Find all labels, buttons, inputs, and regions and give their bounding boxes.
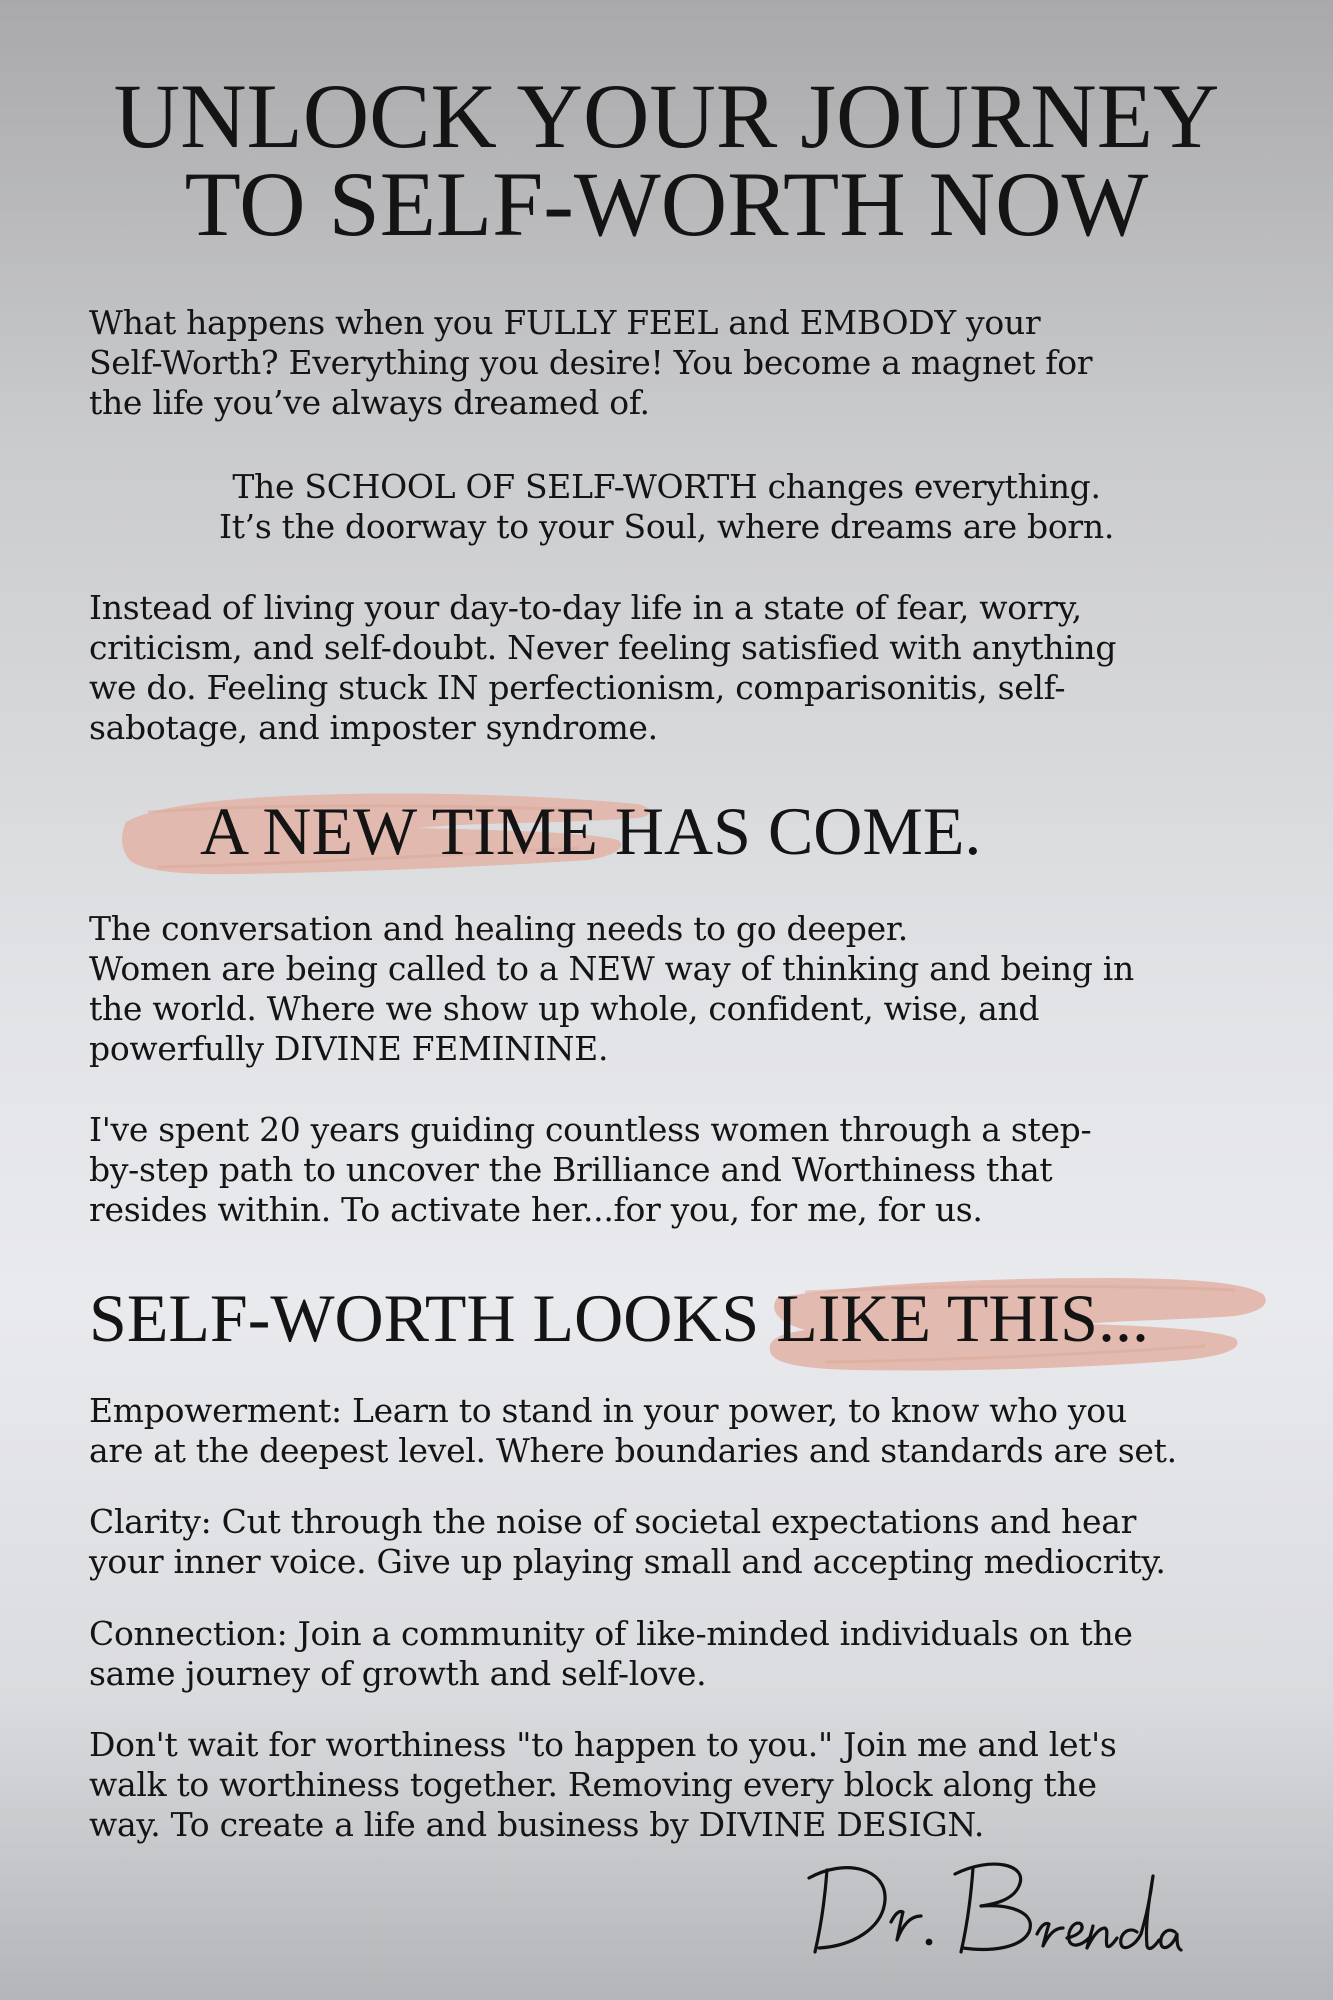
text-line: resides within. To activate her...for you, for me, for us.: [89, 1190, 983, 1229]
text-line: Clarity: Cut through the noise of societal expectations and hear: [89, 1502, 1137, 1541]
page-title: [0, 65, 1333, 255]
closing-paragraph: [89, 1725, 1117, 1845]
text-line: the world. Where we show up whole, confident, wise, and: [89, 989, 1040, 1028]
text-line: Instead of living your day-to-day life in a state of fear, worry,: [89, 588, 1082, 627]
title-line: UNLOCK YOUR JOURNEY: [113, 65, 1220, 167]
text-line: the life you’ve always dreamed of.: [89, 383, 650, 422]
title-line: TO SELF-WORTH NOW: [184, 153, 1149, 255]
text-line: your inner voice. Give up playing small and accepting mediocrity.: [89, 1542, 1166, 1581]
text-line: Connection: Join a community of like-minded individuals on the: [89, 1614, 1133, 1653]
text-line: powerfully DIVINE FEMININE.: [89, 1029, 609, 1068]
text-line: way. To create a life and business by DIVINE DESIGN.: [89, 1805, 985, 1844]
text-line: I've spent 20 years guiding countless women through a step-: [89, 1110, 1092, 1149]
text-line: Empowerment: Learn to stand in your power, to know who you: [89, 1391, 1127, 1430]
text-line: criticism, and self-doubt. Never feeling satisfied with anything: [89, 628, 1117, 667]
text-line: same journey of growth and self-love.: [89, 1654, 707, 1693]
section-heading-new-time: A NEW TIME HAS COME.: [200, 793, 982, 869]
text-line: Don't wait for worthiness "to happen to you." Join me and let's: [89, 1725, 1117, 1764]
conversation-paragraph: [89, 909, 1134, 1069]
connection-paragraph: [89, 1614, 1133, 1694]
text-line: What happens when you FULLY FEEL and EMBODY your: [89, 303, 1041, 342]
section-heading-looks-like: SELF-WORTH LOOKS LIKE THIS...: [89, 1280, 1149, 1356]
instead-paragraph: [89, 588, 1116, 748]
intro-paragraph: [89, 303, 1092, 423]
text-line: walk to worthiness together. Removing every block along the: [89, 1765, 1097, 1804]
text-line: The conversation and healing needs to go deeper.: [89, 909, 908, 948]
text-line: Women are being called to a NEW way of thinking and being in: [89, 949, 1135, 988]
text-line: The SCHOOL OF SELF-WORTH changes everything.: [232, 467, 1101, 506]
text-line: we do. Feeling stuck IN perfectionism, comparisonitis, self-: [89, 668, 1066, 707]
clarity-paragraph: [89, 1502, 1166, 1582]
twenty-years-paragraph: [89, 1110, 1091, 1230]
empowerment-paragraph: [89, 1391, 1177, 1471]
signature: [805, 1848, 1185, 1960]
text-line: Self-Worth? Everything you desire! You become a magnet for: [89, 343, 1093, 382]
text-line: It’s the doorway to your Soul, where dreams are born.: [218, 507, 1115, 546]
text-line: by-step path to uncover the Brilliance and Worthiness that: [89, 1150, 1053, 1189]
school-statement: [0, 467, 1333, 547]
text-line: sabotage, and imposter syndrome.: [89, 708, 658, 747]
text-line: are at the deepest level. Where boundaries and standards are set.: [89, 1431, 1177, 1470]
